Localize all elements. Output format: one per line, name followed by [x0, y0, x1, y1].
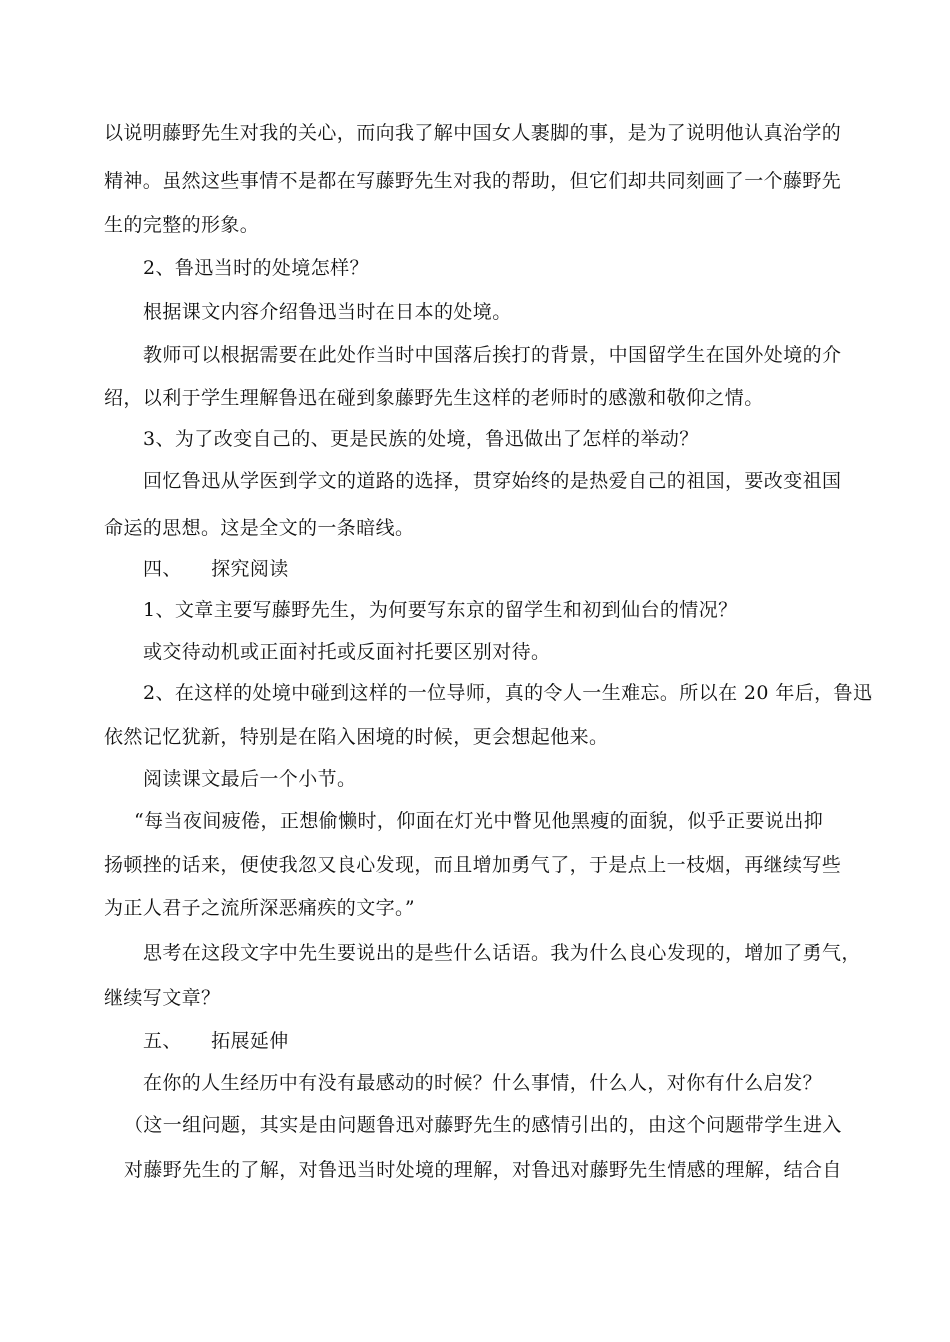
paragraph-line: 以说明藤野先生对我的关心，而向我了解中国女人裹脚的事，是为了说明他认真治学的 [104, 122, 842, 144]
paragraph-line: 依然记忆犹新，特别是在陷入困境的时候，更会想起他来。 [104, 726, 609, 748]
question-heading: 2、在这样的处境中碰到这样的一位导师，真的令人一生难忘。所以在 20 年后，鲁迅 [143, 682, 873, 704]
section-heading: 五、 拓展延伸 [143, 1030, 289, 1052]
question-heading: 3、为了改变自己的、更是民族的处境，鲁迅做出了怎样的举动？ [143, 428, 699, 450]
paragraph-line: 根据课文内容介绍鲁迅当时在日本的处境。 [143, 301, 512, 323]
quote-line: “每当夜间疲倦，正想偷懒时，仰面在灯光中瞥见他黑瘦的面貌，似乎正要说出抑 [134, 810, 824, 832]
paragraph-line: 回忆鲁迅从学医到学文的道路的选择，贯穿始终的是热爱自己的祖国，要改变祖国 [143, 470, 842, 492]
paragraph-line: 命运的思想。这是全文的一条暗线。 [104, 517, 415, 539]
paragraph-line: 对藤野先生的了解，对鲁迅当时处境的理解，对鲁迅对藤野先生情感的理解，结合自 [124, 1159, 842, 1181]
paragraph-line: 思考在这段文字中先生要说出的是些什么话语。我为什么良心发现的，增加了勇气， [143, 942, 861, 964]
paragraph-line: 教师可以根据需要在此处作当时中国落后挨打的背景，中国留学生在国外处境的介 [143, 344, 842, 366]
paragraph-line: 阅读课文最后一个小节。 [143, 768, 357, 790]
paragraph-line: 或交待动机或正面衬托或反面衬托要区别对待。 [143, 641, 551, 663]
paragraph-line: （这一组问题，其实是由问题鲁迅对藤野先生的感情引出的，由这个问题带学生进入 [124, 1114, 842, 1136]
quote-line: 为正人君子之流所深恶痛疾的文字。” [104, 897, 416, 919]
paragraph-line: 继续写文章？ [104, 987, 221, 1009]
question-heading: 1、文章主要写藤野先生，为何要写东京的留学生和初到仙台的情况？ [143, 599, 738, 621]
paragraph-line: 精神。虽然这些事情不是都在写藤野先生对我的帮助，但它们却共同刻画了一个藤野先 [104, 170, 842, 192]
paragraph-line: 生的完整的形象。 [104, 214, 260, 236]
section-heading: 四、 探究阅读 [143, 558, 289, 580]
paragraph-line: 绍，以利于学生理解鲁迅在碰到象藤野先生这样的老师时的感激和敬仰之情。 [104, 387, 764, 409]
paragraph-line: 在你的人生经历中有没有最感动的时候？什么事情，什么人，对你有什么启发？ [143, 1072, 823, 1094]
quote-line: 扬顿挫的话来，便使我忽又良心发现，而且增加勇气了，于是点上一枝烟，再继续写些 [104, 854, 842, 876]
question-heading: 2、鲁迅当时的处境怎样？ [143, 257, 369, 279]
